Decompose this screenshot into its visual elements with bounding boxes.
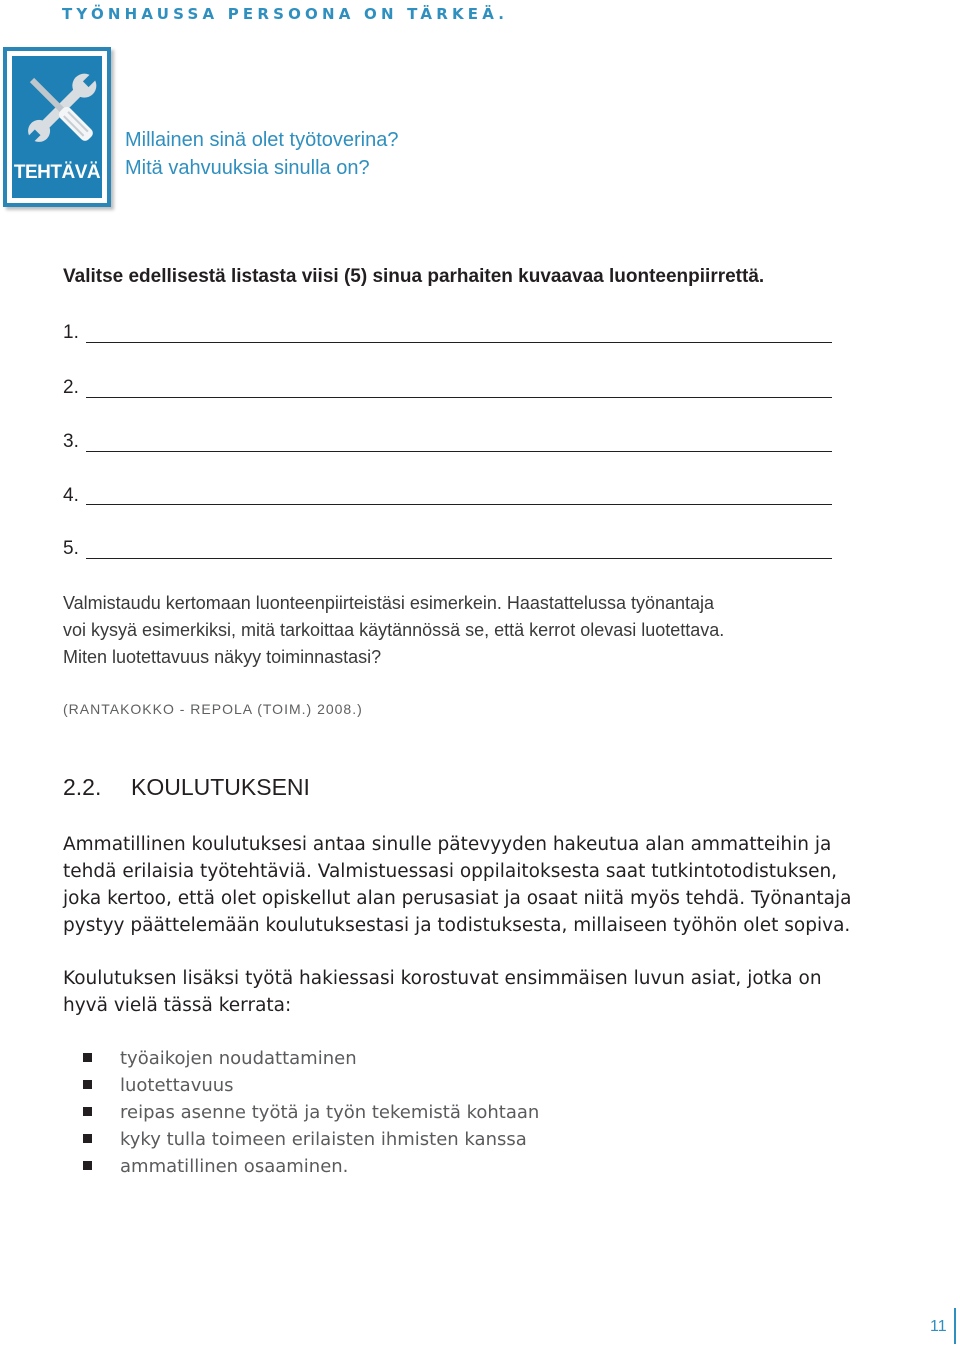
task-badge <box>3 47 111 207</box>
text-line: Miten luotettavuus näkyy toiminnastasi? <box>63 647 382 667</box>
bullet-list <box>83 1045 539 1180</box>
text-line: Koulutuksen lisäksi työtä hakiessasi korostuvat ensimmäisen luvun asiat, jotka on <box>63 968 822 989</box>
instruction: Valitse edellisestä listasta viisi (5) sinua parhaiten kuvaavaa luonteenpiirrettä. <box>63 266 765 287</box>
text-line: hyvä vielä tässä kerrata: <box>63 995 292 1016</box>
running-header: TYÖNHAUSSA PERSOONA ON TÄRKEÄ. <box>62 5 509 23</box>
text-line: pystyy päättelemään koulutuksestasi ja todistuksesta, millaiseen työhön olet sopiva. <box>63 915 851 936</box>
text-line: voi kysyä esimerkiksi, mitä tarkoittaa käytännössä se, että kerrot olevasi luotettava. <box>63 620 725 640</box>
answer-rule-1[interactable] <box>86 342 832 343</box>
answer-number: 1. <box>63 322 79 343</box>
answer-rule-3[interactable] <box>86 451 832 452</box>
answer-line-1 <box>63 322 85 344</box>
page-number: 11 <box>930 1318 947 1335</box>
list-item: kyky tulla toimeen erilaisten ihmisten kanssa <box>83 1126 539 1153</box>
list-item: työaikojen noudattaminen <box>83 1045 539 1072</box>
answer-rule-2[interactable] <box>86 397 832 398</box>
recap-paragraph <box>63 965 873 1019</box>
task-questions <box>125 126 399 182</box>
preparation-paragraph <box>63 590 863 671</box>
answer-line-5 <box>63 538 85 560</box>
text-line: joka kertoo, että olet opiskellut alan perusasiat ja osaat niitä myös tehdä. Työnantaja <box>63 888 852 909</box>
section-heading <box>63 774 310 801</box>
answer-number: 3. <box>63 431 79 452</box>
answer-line-3 <box>63 431 85 453</box>
citation: (RANTAKOKKO - REPOLA (TOIM.) 2008.) <box>63 701 363 717</box>
section-title: KOULUTUKSENI <box>131 774 310 800</box>
answer-rule-5[interactable] <box>86 558 832 559</box>
answer-rule-4[interactable] <box>86 504 832 505</box>
text-line: Valmistaudu kertomaan luonteenpiirteistäsi esimerkein. Haastattelussa työnantaja <box>63 593 715 613</box>
task-question-1: Millainen sinä olet työtoverina? <box>125 129 399 151</box>
answer-number: 4. <box>63 485 79 506</box>
answer-number: 5. <box>63 538 79 559</box>
list-item: reipas asenne työtä ja työn tekemistä kohtaan <box>83 1099 539 1126</box>
answer-line-4 <box>63 485 85 507</box>
section-number: 2.2. <box>63 774 102 800</box>
page-number-bar <box>954 1308 956 1344</box>
list-item: luotettavuus <box>83 1072 539 1099</box>
wrench-screwdriver-icon <box>18 64 104 159</box>
task-question-2: Mitä vahvuuksia sinulla on? <box>125 157 370 179</box>
education-paragraph <box>63 831 873 939</box>
task-badge-label: TEHTÄVÄ <box>13 162 101 183</box>
answer-line-2 <box>63 377 85 399</box>
list-item: ammatillinen osaaminen. <box>83 1153 539 1180</box>
answer-number: 2. <box>63 377 79 398</box>
text-line: tehdä erilaisia työtehtäviä. Valmistuessasi oppilaitoksesta saat tutkintotodistuksen, <box>63 861 838 882</box>
text-line: Ammatillinen koulutuksesi antaa sinulle pätevyyden hakeutua alan ammatteihin ja <box>63 834 832 855</box>
